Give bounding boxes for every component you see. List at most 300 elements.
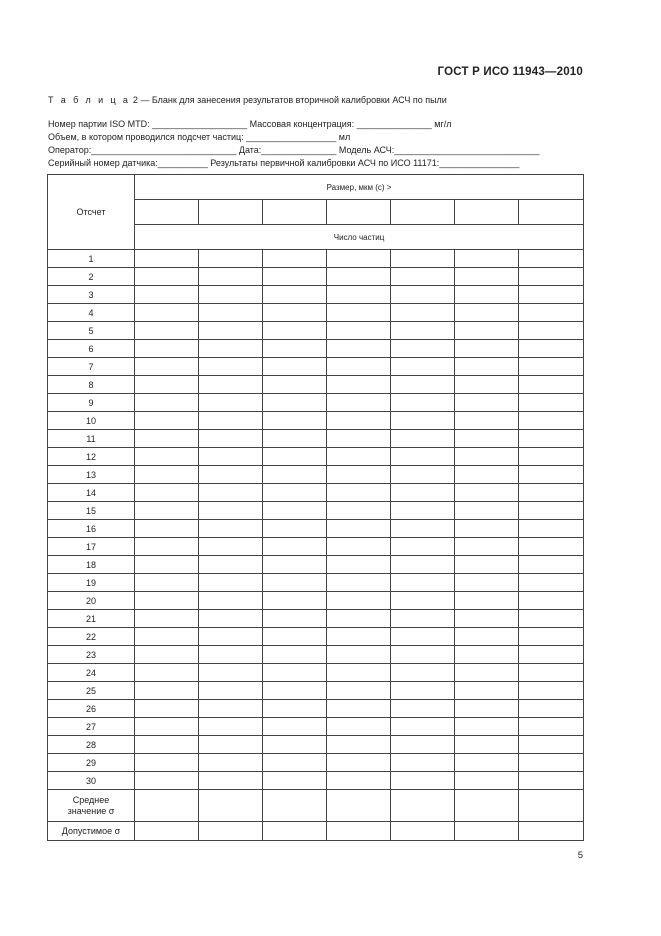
- value-cell[interactable]: [199, 736, 263, 754]
- value-cell[interactable]: [199, 646, 263, 664]
- table-row-label-text: 3: [88, 289, 94, 300]
- value-cell[interactable]: [519, 646, 584, 664]
- value-cell[interactable]: [199, 664, 263, 682]
- size-cell[interactable]: [455, 200, 519, 225]
- table-row: [48, 682, 584, 700]
- value-cell[interactable]: [199, 574, 263, 592]
- table-row-label: [48, 646, 135, 664]
- value-cell[interactable]: [327, 556, 391, 574]
- value-cell[interactable]: [455, 718, 519, 736]
- value-cell[interactable]: [327, 538, 391, 556]
- value-cell[interactable]: [199, 340, 263, 358]
- value-cell[interactable]: [135, 520, 199, 538]
- value-cell[interactable]: [199, 376, 263, 394]
- table-row: [48, 610, 584, 628]
- value-cell[interactable]: [455, 286, 519, 304]
- value-cell[interactable]: [135, 502, 199, 520]
- value-cell[interactable]: [519, 574, 584, 592]
- value-cell[interactable]: [199, 700, 263, 718]
- value-cell[interactable]: [327, 682, 391, 700]
- value-cell[interactable]: [327, 736, 391, 754]
- value-cell[interactable]: [135, 412, 199, 430]
- value-cell[interactable]: [519, 286, 584, 304]
- table-row-label-text: 28: [85, 739, 96, 750]
- value-cell[interactable]: [455, 394, 519, 412]
- table-row-label: [48, 628, 135, 646]
- value-cell[interactable]: [391, 340, 455, 358]
- batch-concentration-line: Номер партии ISO MTD: ___________________ Массовая концентрация: _______________ мг/л: [48, 119, 452, 129]
- table-row-label: [48, 520, 135, 538]
- value-cell[interactable]: [135, 700, 199, 718]
- table-row-label: [48, 574, 135, 592]
- value-cell[interactable]: [391, 822, 455, 841]
- value-cell[interactable]: [519, 790, 584, 822]
- allowed-row-label-text: Допустимое σ: [61, 826, 121, 836]
- table-row: [48, 340, 584, 358]
- table-row: [48, 772, 584, 790]
- value-cell[interactable]: [391, 304, 455, 322]
- value-cell[interactable]: [455, 736, 519, 754]
- value-cell[interactable]: [135, 682, 199, 700]
- value-cell[interactable]: [263, 592, 327, 610]
- value-cell[interactable]: [455, 502, 519, 520]
- value-cell[interactable]: [455, 754, 519, 772]
- table-row-label: [48, 484, 135, 502]
- value-cell[interactable]: [135, 538, 199, 556]
- value-cell[interactable]: [391, 700, 455, 718]
- value-cell[interactable]: [519, 592, 584, 610]
- value-cell[interactable]: [263, 268, 327, 286]
- table-row-label-text: 13: [85, 469, 96, 480]
- particles-header: Число частиц: [135, 225, 584, 250]
- value-cell[interactable]: [455, 822, 519, 841]
- value-cell[interactable]: [263, 754, 327, 772]
- value-cell[interactable]: [327, 376, 391, 394]
- value-cell[interactable]: [519, 376, 584, 394]
- value-cell[interactable]: [135, 592, 199, 610]
- value-cell[interactable]: [135, 322, 199, 340]
- value-cell[interactable]: [327, 250, 391, 268]
- value-cell[interactable]: [327, 718, 391, 736]
- value-cell[interactable]: [455, 376, 519, 394]
- value-cell[interactable]: [199, 466, 263, 484]
- value-cell[interactable]: [199, 754, 263, 772]
- value-cell[interactable]: [455, 682, 519, 700]
- value-cell[interactable]: [519, 358, 584, 376]
- value-cell[interactable]: [263, 664, 327, 682]
- value-cell[interactable]: [327, 340, 391, 358]
- value-cell[interactable]: [455, 466, 519, 484]
- value-cell[interactable]: [455, 412, 519, 430]
- size-cell[interactable]: [519, 200, 584, 225]
- value-cell[interactable]: [519, 394, 584, 412]
- value-cell[interactable]: [455, 664, 519, 682]
- value-cell[interactable]: [263, 520, 327, 538]
- mean-row: [48, 790, 584, 822]
- table-row-label: [48, 502, 135, 520]
- table-row-label: [48, 412, 135, 430]
- value-cell[interactable]: [199, 268, 263, 286]
- value-cell[interactable]: [455, 322, 519, 340]
- value-cell[interactable]: [519, 520, 584, 538]
- document-code: ГОСТ Р ИСО 11943—2010: [437, 66, 583, 78]
- value-cell[interactable]: [391, 520, 455, 538]
- value-cell[interactable]: [519, 610, 584, 628]
- volume-line: Объем, в котором проводился подсчет частиц: __________________ мл: [48, 132, 351, 142]
- value-cell[interactable]: [519, 430, 584, 448]
- value-cell[interactable]: [263, 538, 327, 556]
- value-cell[interactable]: [391, 592, 455, 610]
- value-cell[interactable]: [135, 286, 199, 304]
- value-cell[interactable]: [455, 250, 519, 268]
- value-cell[interactable]: [135, 484, 199, 502]
- value-cell[interactable]: [519, 448, 584, 466]
- value-cell[interactable]: [263, 412, 327, 430]
- value-cell[interactable]: [135, 772, 199, 790]
- table-row-label: [48, 286, 135, 304]
- value-cell[interactable]: [391, 268, 455, 286]
- value-cell[interactable]: [263, 610, 327, 628]
- size-cell[interactable]: [391, 200, 455, 225]
- value-cell[interactable]: [199, 502, 263, 520]
- table-row-label: [48, 358, 135, 376]
- value-cell[interactable]: [199, 772, 263, 790]
- value-cell[interactable]: [391, 718, 455, 736]
- value-cell[interactable]: [327, 394, 391, 412]
- page-number: 5: [577, 850, 583, 861]
- value-cell[interactable]: [391, 610, 455, 628]
- value-cell[interactable]: [263, 736, 327, 754]
- value-cell[interactable]: [519, 754, 584, 772]
- value-cell[interactable]: [199, 412, 263, 430]
- value-cell[interactable]: [327, 592, 391, 610]
- value-cell[interactable]: [519, 682, 584, 700]
- value-cell[interactable]: [263, 376, 327, 394]
- value-cell[interactable]: [327, 286, 391, 304]
- table-row-label-text: 1: [88, 253, 94, 264]
- value-cell[interactable]: [135, 304, 199, 322]
- value-cell[interactable]: [391, 394, 455, 412]
- value-cell[interactable]: [199, 538, 263, 556]
- value-cell[interactable]: [519, 340, 584, 358]
- size-cell[interactable]: [199, 200, 263, 225]
- value-cell[interactable]: [455, 340, 519, 358]
- size-cell[interactable]: [327, 200, 391, 225]
- value-cell[interactable]: [391, 322, 455, 340]
- table-row: [48, 322, 584, 340]
- value-cell[interactable]: [327, 610, 391, 628]
- table-row: [48, 520, 584, 538]
- value-cell[interactable]: [327, 322, 391, 340]
- value-cell[interactable]: [327, 646, 391, 664]
- value-cell[interactable]: [391, 466, 455, 484]
- size-cell[interactable]: [135, 200, 199, 225]
- value-cell[interactable]: [199, 718, 263, 736]
- value-cell[interactable]: [327, 304, 391, 322]
- value-cell[interactable]: [199, 250, 263, 268]
- value-cell[interactable]: [135, 790, 199, 822]
- value-cell[interactable]: [391, 502, 455, 520]
- value-cell[interactable]: [391, 250, 455, 268]
- value-cell[interactable]: [455, 790, 519, 822]
- table-row-label: [48, 322, 135, 340]
- value-cell[interactable]: [199, 394, 263, 412]
- value-cell[interactable]: [391, 628, 455, 646]
- value-cell[interactable]: [391, 736, 455, 754]
- value-cell[interactable]: [519, 466, 584, 484]
- value-cell[interactable]: [263, 340, 327, 358]
- value-cell[interactable]: [199, 304, 263, 322]
- value-cell[interactable]: [327, 448, 391, 466]
- value-cell[interactable]: [263, 286, 327, 304]
- value-cell[interactable]: [263, 822, 327, 841]
- value-cell[interactable]: [327, 754, 391, 772]
- table-row-label-text: 22: [85, 631, 96, 642]
- value-cell[interactable]: [455, 484, 519, 502]
- value-cell[interactable]: [455, 556, 519, 574]
- value-cell[interactable]: [199, 790, 263, 822]
- value-cell[interactable]: [391, 430, 455, 448]
- value-cell[interactable]: [519, 538, 584, 556]
- value-cell[interactable]: [135, 754, 199, 772]
- value-cell[interactable]: [327, 268, 391, 286]
- value-cell[interactable]: [519, 322, 584, 340]
- value-cell[interactable]: [327, 700, 391, 718]
- value-cell[interactable]: [455, 628, 519, 646]
- value-cell[interactable]: [199, 556, 263, 574]
- value-cell[interactable]: [519, 718, 584, 736]
- value-cell[interactable]: [199, 322, 263, 340]
- value-cell[interactable]: [455, 646, 519, 664]
- table-row-label: [48, 304, 135, 322]
- value-cell[interactable]: [263, 556, 327, 574]
- value-cell[interactable]: [519, 736, 584, 754]
- table-row-label-text: 7: [88, 361, 94, 372]
- value-cell[interactable]: [519, 502, 584, 520]
- value-cell[interactable]: [391, 664, 455, 682]
- value-cell[interactable]: [327, 358, 391, 376]
- value-cell[interactable]: [263, 700, 327, 718]
- table-row-label: [48, 682, 135, 700]
- value-cell[interactable]: [135, 466, 199, 484]
- table-row-label: [48, 592, 135, 610]
- table-row-label: [48, 556, 135, 574]
- value-cell[interactable]: [455, 772, 519, 790]
- value-cell[interactable]: [519, 772, 584, 790]
- value-cell[interactable]: [135, 822, 199, 841]
- value-cell[interactable]: [455, 430, 519, 448]
- value-cell[interactable]: [263, 250, 327, 268]
- value-cell[interactable]: [327, 664, 391, 682]
- value-cell[interactable]: [391, 538, 455, 556]
- table-row-label: [48, 430, 135, 448]
- table-row-label-text: 20: [85, 595, 96, 606]
- value-cell[interactable]: [199, 682, 263, 700]
- value-cell[interactable]: [327, 502, 391, 520]
- value-cell[interactable]: [519, 700, 584, 718]
- value-cell[interactable]: [391, 574, 455, 592]
- table-row: [48, 304, 584, 322]
- value-cell[interactable]: [135, 430, 199, 448]
- value-cell[interactable]: [199, 822, 263, 841]
- value-cell[interactable]: [391, 790, 455, 822]
- value-cell[interactable]: [135, 736, 199, 754]
- table-row-label-text: 26: [85, 703, 96, 714]
- value-cell[interactable]: [327, 484, 391, 502]
- value-cell[interactable]: [135, 556, 199, 574]
- value-cell[interactable]: [263, 502, 327, 520]
- value-cell[interactable]: [263, 574, 327, 592]
- value-cell[interactable]: [135, 376, 199, 394]
- table-row: [48, 664, 584, 682]
- value-cell[interactable]: [199, 430, 263, 448]
- value-cell[interactable]: [327, 574, 391, 592]
- value-cell[interactable]: [263, 646, 327, 664]
- value-cell[interactable]: [391, 754, 455, 772]
- value-cell[interactable]: [199, 592, 263, 610]
- table-row: [48, 286, 584, 304]
- value-cell[interactable]: [199, 628, 263, 646]
- table-caption: [48, 95, 447, 105]
- value-cell[interactable]: [263, 448, 327, 466]
- value-cell[interactable]: [135, 610, 199, 628]
- value-cell[interactable]: [327, 822, 391, 841]
- value-cell[interactable]: [135, 718, 199, 736]
- value-cell[interactable]: [391, 448, 455, 466]
- value-cell[interactable]: [391, 682, 455, 700]
- table-row: [48, 646, 584, 664]
- value-cell[interactable]: [135, 394, 199, 412]
- value-cell[interactable]: [199, 610, 263, 628]
- value-cell[interactable]: [519, 628, 584, 646]
- value-cell[interactable]: [391, 358, 455, 376]
- value-cell[interactable]: [135, 646, 199, 664]
- operator-date-model-line: Оператор:_____________________________ Дата:_______________ Модель АСЧ:_____________________________: [48, 145, 540, 155]
- value-cell[interactable]: [199, 358, 263, 376]
- value-cell[interactable]: [263, 718, 327, 736]
- table-row-label-text: 4: [88, 307, 94, 318]
- value-cell[interactable]: [327, 412, 391, 430]
- size-cell[interactable]: [263, 200, 327, 225]
- table-row-label: [48, 376, 135, 394]
- value-cell[interactable]: [263, 430, 327, 448]
- value-cell[interactable]: [263, 394, 327, 412]
- table-row-label: [48, 754, 135, 772]
- value-cell[interactable]: [263, 466, 327, 484]
- value-cell[interactable]: [391, 376, 455, 394]
- size-header: Размер, мкм (c) >: [135, 175, 584, 200]
- value-cell[interactable]: [455, 358, 519, 376]
- table-row-label: [48, 466, 135, 484]
- value-cell[interactable]: [391, 772, 455, 790]
- value-cell[interactable]: [199, 448, 263, 466]
- value-cell[interactable]: [455, 304, 519, 322]
- value-cell[interactable]: [135, 448, 199, 466]
- value-cell[interactable]: [135, 250, 199, 268]
- value-cell[interactable]: [263, 790, 327, 822]
- value-cell[interactable]: [455, 592, 519, 610]
- value-cell[interactable]: [391, 484, 455, 502]
- table-row-label-text: 27: [85, 721, 96, 732]
- value-cell[interactable]: [391, 646, 455, 664]
- value-cell[interactable]: [327, 466, 391, 484]
- table-row: [48, 376, 584, 394]
- caption-text: 2 — Бланк для занесения результатов вторичной калибровки АСЧ по пыли: [130, 95, 447, 105]
- table-row: [48, 628, 584, 646]
- table-row-label-text: 17: [85, 541, 96, 552]
- value-cell[interactable]: [519, 412, 584, 430]
- value-cell[interactable]: [327, 628, 391, 646]
- table-row: [48, 502, 584, 520]
- value-cell[interactable]: [327, 430, 391, 448]
- value-cell[interactable]: [391, 556, 455, 574]
- table-row-label: [48, 718, 135, 736]
- table-row: [48, 268, 584, 286]
- value-cell[interactable]: [519, 664, 584, 682]
- value-cell[interactable]: [519, 556, 584, 574]
- table-row-label-text: 5: [88, 325, 94, 336]
- value-cell[interactable]: [263, 484, 327, 502]
- value-cell[interactable]: [455, 574, 519, 592]
- table-row-label-text: 25: [85, 685, 96, 696]
- table-row: [48, 718, 584, 736]
- value-cell[interactable]: [455, 610, 519, 628]
- table-row: [48, 394, 584, 412]
- value-cell[interactable]: [327, 790, 391, 822]
- value-cell[interactable]: [455, 268, 519, 286]
- value-cell[interactable]: [135, 268, 199, 286]
- value-cell[interactable]: [135, 664, 199, 682]
- value-cell[interactable]: [263, 322, 327, 340]
- table-row: [48, 358, 584, 376]
- value-cell[interactable]: [263, 682, 327, 700]
- table-row-label: [48, 664, 135, 682]
- value-cell[interactable]: [327, 520, 391, 538]
- allowed-row-label: [48, 822, 135, 841]
- value-cell[interactable]: [199, 520, 263, 538]
- value-cell[interactable]: [391, 286, 455, 304]
- value-cell[interactable]: [327, 772, 391, 790]
- value-cell[interactable]: [263, 772, 327, 790]
- value-cell[interactable]: [519, 304, 584, 322]
- value-cell[interactable]: [135, 340, 199, 358]
- mean-row-label: [48, 790, 135, 822]
- value-cell[interactable]: [135, 628, 199, 646]
- table-row-label: [48, 250, 135, 268]
- value-cell[interactable]: [519, 484, 584, 502]
- value-cell[interactable]: [199, 484, 263, 502]
- value-cell[interactable]: [135, 574, 199, 592]
- value-cell[interactable]: [263, 358, 327, 376]
- value-cell[interactable]: [455, 448, 519, 466]
- value-cell[interactable]: [199, 286, 263, 304]
- table-row: [48, 250, 584, 268]
- value-cell[interactable]: [455, 538, 519, 556]
- table-row-label: [48, 700, 135, 718]
- value-cell[interactable]: [263, 304, 327, 322]
- value-cell[interactable]: [519, 250, 584, 268]
- value-cell[interactable]: [455, 700, 519, 718]
- value-cell[interactable]: [135, 358, 199, 376]
- table-row-label: [48, 340, 135, 358]
- value-cell[interactable]: [519, 268, 584, 286]
- value-cell[interactable]: [263, 628, 327, 646]
- table-row-label: [48, 394, 135, 412]
- value-cell[interactable]: [519, 822, 584, 841]
- value-cell[interactable]: [455, 520, 519, 538]
- value-cell[interactable]: [391, 412, 455, 430]
- table-row-label-text: 16: [85, 523, 96, 534]
